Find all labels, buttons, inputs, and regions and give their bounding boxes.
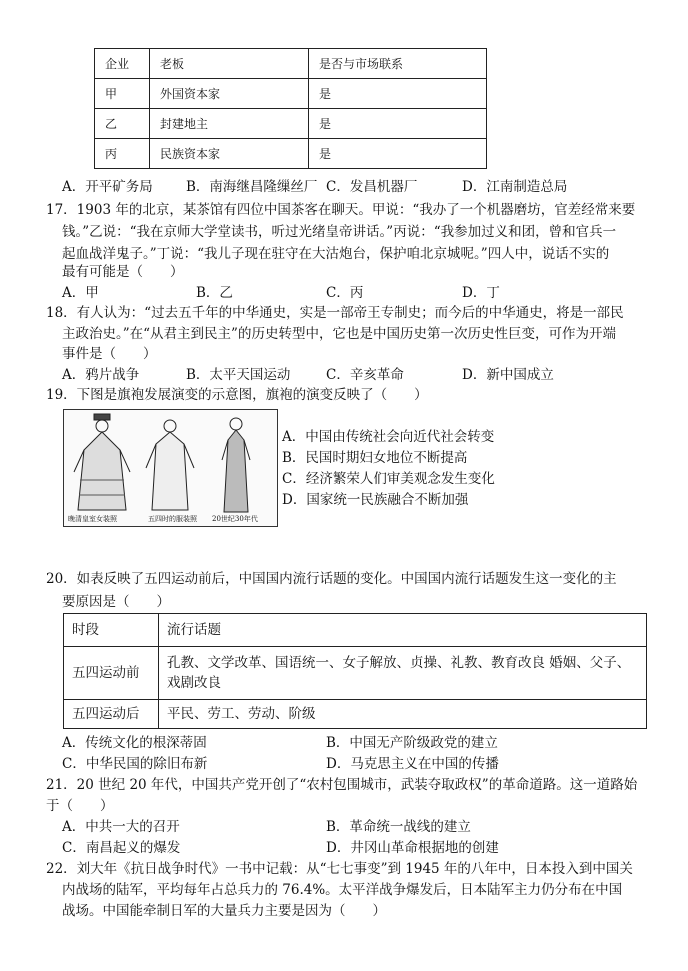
q20-stem-line: 要原因是（ ） bbox=[62, 594, 170, 610]
table-cell: 外国资本家 bbox=[150, 79, 309, 109]
q21-stem-line: 21．20 世纪 20 年代，中国共产党开创了“农村包围城市，武装夺取政权”的革命道路。这一道路始 bbox=[46, 777, 638, 793]
q17-option-d: D．丁 bbox=[462, 285, 500, 301]
q17-option-c: C．丙 bbox=[326, 285, 364, 301]
q20-option-a: A．传统文化的根深蒂固 bbox=[62, 735, 207, 751]
headdress bbox=[94, 414, 110, 420]
figure-head bbox=[230, 418, 242, 430]
q22-stem-line: 内战场的陆军，平均每年占总兵力的 76.4%。太平洋战争爆发后，日本陆军主力仍分布在中国 bbox=[62, 882, 623, 898]
q17-stem-line: 钱。”乙说：“我在京师大学堂读书，听过光绪皇帝讲话。”丙说：“我参加过义和团，曾和官兵一 bbox=[62, 224, 617, 240]
table-row bbox=[95, 109, 487, 139]
figure-caption: 五四时的服装照 bbox=[148, 515, 197, 523]
table-cell: 五四运动后 bbox=[64, 700, 159, 729]
q19-option-d: D．国家统一民族融合不断加强 bbox=[282, 492, 469, 508]
q18-option-b: B．太平天国运动 bbox=[186, 367, 291, 383]
table-cell: 平民、劳工、劳动、阶级 bbox=[159, 700, 647, 729]
q18-stem-line: 主政治史。”在“从君主到民主”的历史转型中，它也是中国历史第一次历史性巨变，可作为开端 bbox=[62, 326, 616, 342]
may-fourth-robe bbox=[152, 432, 188, 510]
table-cell: 民族资本家 bbox=[150, 139, 309, 169]
table-cell: 孔教、文学改革、国语统一、女子解放、贞操、礼教、教育改良 婚姻、父子、戏剧改良 bbox=[159, 647, 647, 700]
q17-option-a: A．甲 bbox=[62, 285, 99, 301]
q20-stem-line: 20．如表反映了五四运动前后，中国国内流行话题的变化。中国国内流行话题发生这一变化的主 bbox=[46, 571, 617, 587]
q17-stem-line: 起血战洋鬼子。”丁说：“我儿子现在驻守在大沽炮台，保护咱北京城呢。”四人中，说话不实的 bbox=[62, 246, 610, 262]
q19-option-b: B．民国时期妇女地位不断提高 bbox=[282, 450, 468, 466]
table-header-row bbox=[64, 614, 647, 647]
figure-caption: 晚清皇室女装照 bbox=[68, 515, 117, 523]
table-row bbox=[95, 139, 487, 169]
table-header-cell: 时段 bbox=[64, 614, 159, 647]
q18-option-c: C．辛亥革命 bbox=[326, 367, 404, 383]
q16-option-b: B．南海继昌隆缫丝厂 bbox=[186, 179, 318, 195]
q16-option-a: A．开平矿务局 bbox=[62, 179, 153, 195]
figure-caption: 20世纪30年代 bbox=[212, 515, 258, 523]
table-header-cell: 企业 bbox=[95, 49, 150, 79]
table-cell: 甲 bbox=[95, 79, 150, 109]
q20-option-d: D．马克思主义在中国的传播 bbox=[326, 756, 499, 772]
q17-stem-line: 最有可能是（ ） bbox=[62, 264, 184, 280]
table-row bbox=[64, 647, 647, 700]
figure-head bbox=[164, 420, 176, 432]
topics-table bbox=[63, 613, 647, 729]
q21-option-a: A．中共一大的召开 bbox=[62, 819, 180, 835]
q16-option-d: D．江南制造总局 bbox=[462, 179, 568, 195]
q18-option-d: D．新中国成立 bbox=[462, 367, 554, 383]
q19-stem-line: 19．下图是旗袍发展演变的示意图，旗袍的演变反映了（ ） bbox=[46, 387, 428, 403]
table-cell: 丙 bbox=[95, 139, 150, 169]
table-cell: 是 bbox=[309, 109, 487, 139]
q20-option-c: C．中华民国的除旧布新 bbox=[62, 756, 208, 772]
q20-option-b: B．中国无产阶级政党的建立 bbox=[326, 735, 498, 751]
table-cell: 是 bbox=[309, 139, 487, 169]
table-header-cell: 流行话题 bbox=[159, 614, 647, 647]
table-header-cell: 老板 bbox=[150, 49, 309, 79]
q22-stem-line: 战场。中国能牵制日军的大量兵力主要是因为（ ） bbox=[62, 903, 386, 919]
table-header-row bbox=[95, 49, 487, 79]
table-cell: 是 bbox=[309, 79, 487, 109]
q17-option-b: B．乙 bbox=[196, 285, 233, 301]
figure-head bbox=[96, 420, 108, 432]
q18-stem-line: 18．有人认为：“过去五千年的中华通史，实是一部帝王专制史；而今后的中华通史，将是一部民 bbox=[46, 305, 624, 321]
q16-option-c: C．发昌机器厂 bbox=[326, 179, 418, 195]
q21-stem-line: 于（ ） bbox=[46, 798, 114, 814]
table-header-cell: 是否与市场联系 bbox=[309, 49, 487, 79]
q19-option-c: C．经济繁荣人们审美观念发生变化 bbox=[282, 471, 495, 487]
table-row bbox=[64, 700, 647, 729]
table-cell: 乙 bbox=[95, 109, 150, 139]
q17-stem-line: 17．1903 年的北京，某茶馆有四位中国茶客在聊天。甲说：“我办了一个机器磨坊，官差经常来要 bbox=[46, 202, 636, 218]
table-cell: 封建地主 bbox=[150, 109, 309, 139]
qing-robe bbox=[78, 432, 126, 510]
enterprise-table bbox=[94, 48, 487, 169]
q21-option-d: D．井冈山革命根据地的创建 bbox=[326, 840, 499, 856]
q21-option-b: B．革命统一战线的建立 bbox=[326, 819, 471, 835]
table-cell: 五四运动前 bbox=[64, 647, 159, 700]
q21-option-c: C．南昌起义的爆发 bbox=[62, 840, 181, 856]
q22-stem-line: 22．刘大年《抗日战争时代》一书中记载：从“七七事变”到 1945 年的八年中，日本投入到中国关 bbox=[46, 861, 633, 877]
qipao-evolution-figure bbox=[63, 409, 278, 527]
qipao-illustration bbox=[64, 410, 277, 526]
table-row bbox=[95, 79, 487, 109]
q18-stem-line: 事件是（ ） bbox=[62, 346, 157, 362]
q18-option-a: A．鸦片战争 bbox=[62, 367, 140, 383]
q19-option-a: A．中国由传统社会向近代社会转变 bbox=[282, 429, 495, 445]
